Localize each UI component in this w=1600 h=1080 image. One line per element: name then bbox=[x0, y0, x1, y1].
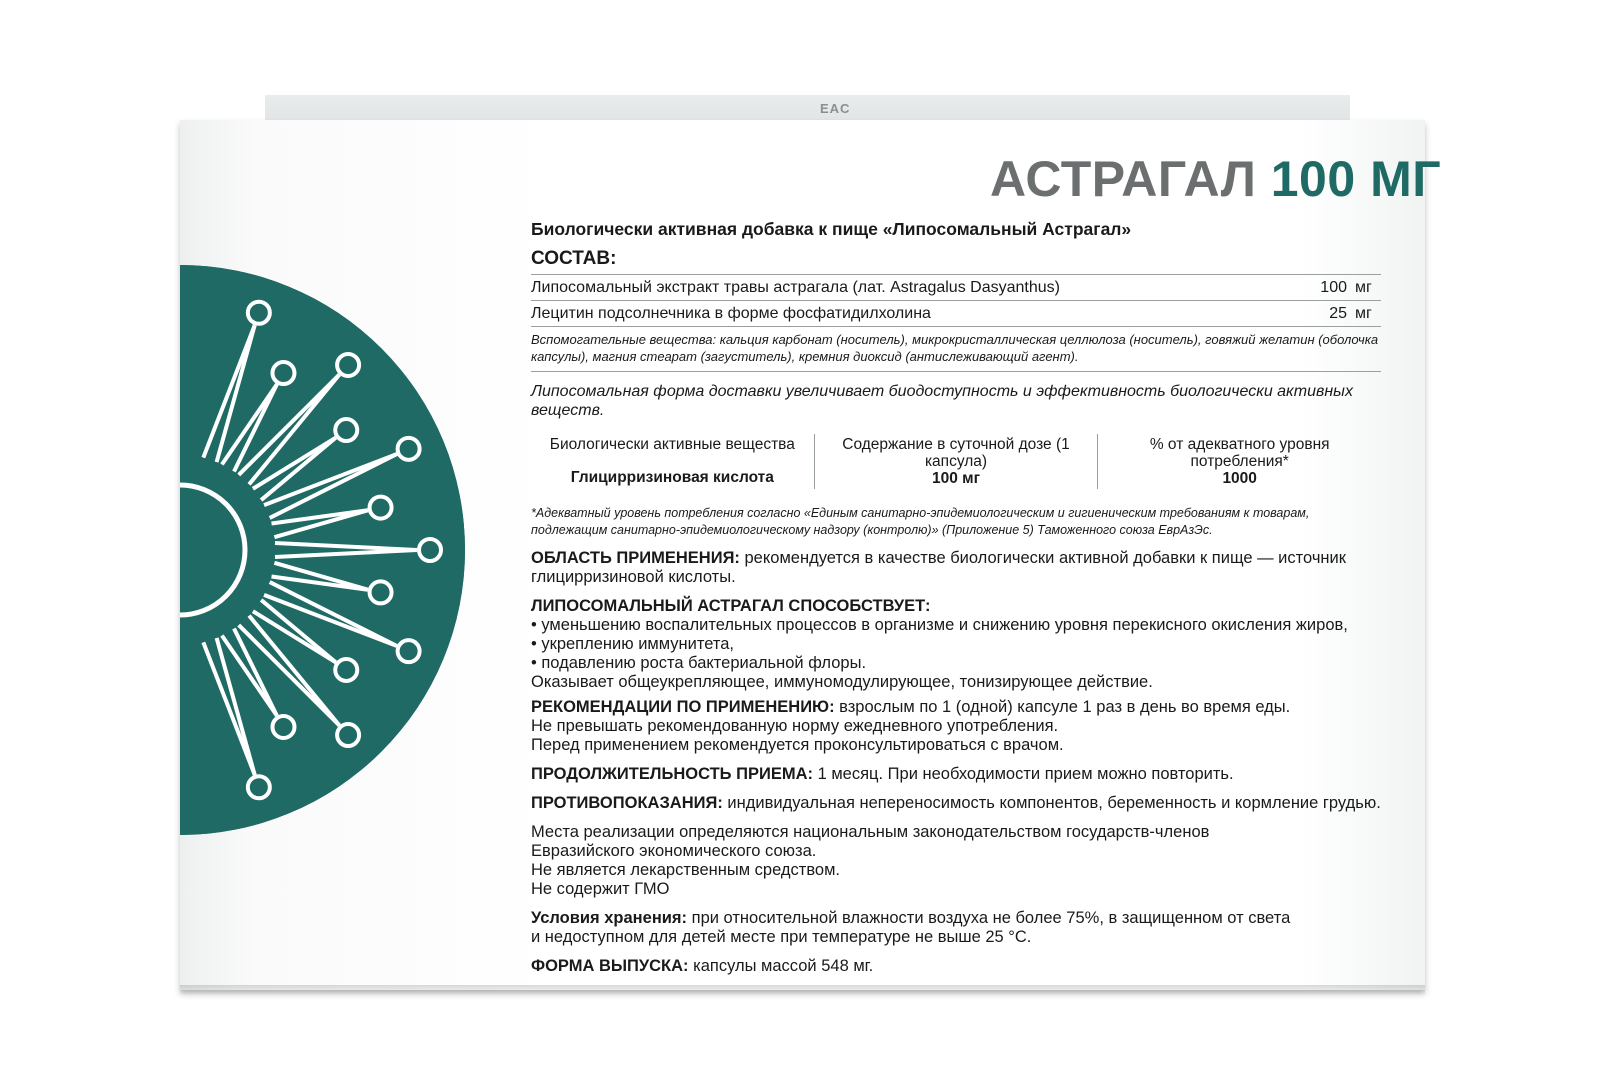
ingredient-amount: 25 bbox=[1297, 301, 1355, 327]
composition-table bbox=[531, 274, 1381, 326]
storage-section bbox=[531, 909, 1381, 947]
composition-heading: СОСТАВ: bbox=[531, 248, 617, 269]
storage-text: при относительной влажности воздуха не более 75%, в защищенном от света bbox=[687, 909, 1291, 927]
recommendations-section bbox=[531, 698, 1381, 755]
box-shadow bbox=[180, 985, 1425, 995]
duration-label: ПРОДОЛЖИТЕЛЬНОСТЬ ПРИЕМА: bbox=[531, 765, 813, 783]
release-form-text: капсулы массой 548 мг. bbox=[688, 957, 874, 975]
duration-text: 1 месяц. При необходимости прием можно повторить. bbox=[812, 765, 1234, 783]
recommendations-line: Не превышать рекомендованную норму ежедневного употребления. bbox=[531, 717, 1059, 735]
footnote: *Адекватный уровень потребления согласно «Единым санитарно-эпидемиологическим и гигиеническим требованиям к товарам, подлежащим санитарно-эпидемиологическому надзору (контролю)» (Приложение 5) Таможенного союза ЕврАзЭс. bbox=[531, 506, 1310, 537]
benefit-item: • укреплению иммунитета, bbox=[531, 635, 735, 653]
benefits-summary: Оказывает общеукрепляющее, иммуномодулирующее, тонизирующее действие. bbox=[531, 673, 1153, 691]
legal-line: Не содержит ГМО bbox=[531, 880, 670, 898]
bav-content: 100 мг bbox=[931, 470, 981, 487]
legal-line: Евразийского экономического союза. bbox=[531, 842, 817, 860]
composition-row bbox=[531, 301, 1381, 327]
storage-line: и недоступном для детей месте при температуре не выше 25 °С. bbox=[531, 928, 1032, 946]
release-form-label: ФОРМА ВЫПУСКА: bbox=[531, 957, 689, 975]
recommendations-text: взрослым по 1 (одной) капсуле 1 раз в день во время еды. bbox=[834, 698, 1291, 716]
bav-percent: 1000 bbox=[1222, 470, 1257, 487]
bav-header: % от адекватного уровня потребления* bbox=[1149, 436, 1330, 470]
benefit-item: • уменьшению воспалительных процессов в организме и снижению уровня перекисного окисления жиров, bbox=[531, 616, 1348, 634]
contraindications-text: индивидуальная непереносимость компонентов, беременность и кормление грудью. bbox=[722, 794, 1381, 812]
bav-column bbox=[814, 434, 1098, 489]
contraindications-section bbox=[531, 794, 1381, 813]
eac-mark: EAC bbox=[820, 101, 851, 116]
legal-line: Не является лекарственным средством. bbox=[531, 861, 841, 879]
recommendations-line: Перед применением рекомендуется проконсультироваться с врачом. bbox=[531, 736, 1064, 754]
application-section bbox=[531, 549, 1381, 587]
application-text: рекомендуется в качестве биологически активной добавки к пище — источник глицирризиновой кислоты. bbox=[531, 549, 1346, 586]
ingredient-unit: мг bbox=[1355, 275, 1381, 301]
bav-column bbox=[531, 434, 814, 489]
composition-row bbox=[531, 275, 1381, 301]
release-form-section bbox=[531, 957, 1381, 976]
benefits-label: ЛИПОСОМАЛЬНЫЙ АСТРАГАЛ СПОСОБСТВУЕТ: bbox=[531, 597, 931, 615]
bav-header: Содержание в суточной дозе (1 капсула) bbox=[842, 436, 1070, 470]
label-content bbox=[531, 220, 1381, 976]
recommendations-label: РЕКОМЕНДАЦИИ ПО ПРИМЕНЕНИЮ: bbox=[531, 698, 835, 716]
product-title bbox=[990, 150, 1441, 208]
product-subtitle: Биологически активная добавка к пище «Липосомальный Астрагал» bbox=[531, 219, 1132, 239]
bav-header: Биологически активные вещества bbox=[549, 436, 795, 453]
product-name: АСТРАГАЛ bbox=[990, 151, 1257, 207]
liposomal-note: Липосомальная форма доставки увеличивает биодоступность и эффективность биологически активных веществ. bbox=[531, 383, 1353, 419]
product-dose: 100 МГ bbox=[1270, 151, 1442, 207]
contraindications-label: ПРОТИВОПОКАЗАНИЯ: bbox=[531, 794, 723, 812]
legal-section bbox=[531, 823, 1381, 899]
bav-table bbox=[531, 434, 1381, 489]
excipients-text: Вспомогательные вещества: кальция карбонат (носитель), микрокристаллическая целлюлоза (носитель), говяжий желатин (оболочка капсулы), магния стеарат (загуститель), кремния диоксид (антислеживающий агент). bbox=[531, 326, 1381, 372]
duration-section bbox=[531, 765, 1381, 784]
legal-line: Места реализации определяются национальным законодательством государств-членов bbox=[531, 823, 1210, 841]
ingredient-name: Липосомальный экстракт травы астрагала (лат. Astragalus Dasyanthus) bbox=[531, 275, 1297, 301]
application-label: ОБЛАСТЬ ПРИМЕНЕНИЯ: bbox=[531, 549, 740, 567]
ingredient-amount: 100 bbox=[1297, 275, 1355, 301]
benefits-section bbox=[531, 597, 1381, 692]
bav-column bbox=[1097, 434, 1381, 489]
ingredient-unit: мг bbox=[1355, 301, 1381, 327]
ingredient-name: Лецитин подсолнечника в форме фосфатидилхолина bbox=[531, 301, 1297, 327]
benefit-item: • подавлению роста бактериальной флоры. bbox=[531, 654, 867, 672]
storage-label: Условия хранения: bbox=[531, 909, 688, 927]
bav-substance: Глицирризиновая кислота bbox=[570, 469, 774, 486]
